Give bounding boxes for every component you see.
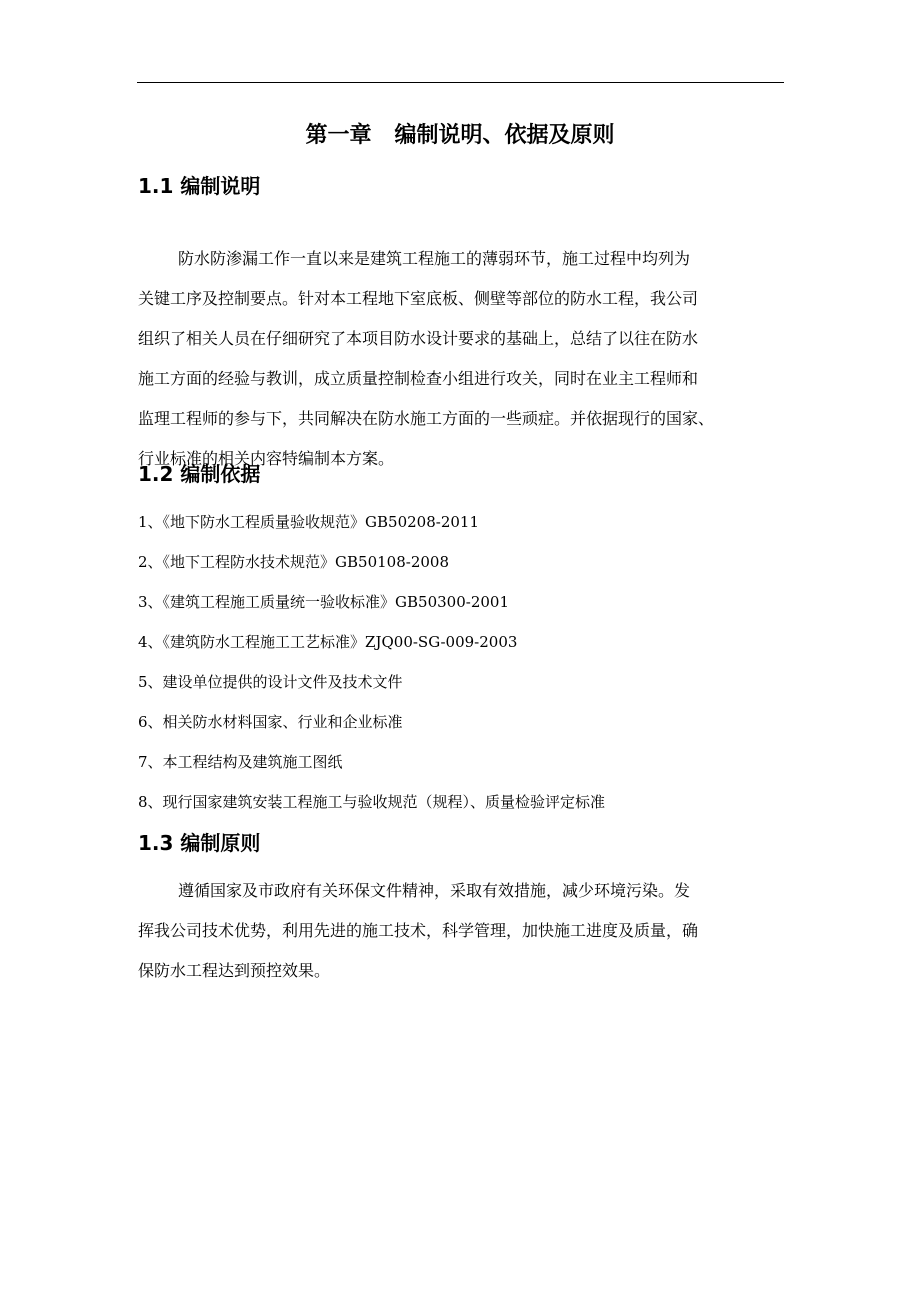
section-heading-1-1: 1.1 编制说明 <box>138 174 261 198</box>
paragraph-line: 挥我公司技术优势，利用先进的施工技术，科学管理，加快施工进度及质量，确 <box>138 921 699 940</box>
paragraph-line: 关键工序及控制要点。针对本工程地下室底板、侧壁等部位的防水工程，我公司 <box>138 289 699 308</box>
paragraph-line: 保防水工程达到预控效果。 <box>138 961 331 980</box>
paragraph-line: 施工方面的经验与教训，成立质量控制检查小组进行攻关，同时在业主工程师和 <box>138 369 699 388</box>
paragraph-line: 组织了相关人员在仔细研究了本项目防水设计要求的基础上，总结了以往在防水 <box>138 329 699 348</box>
list-item: 1、《地下防水工程质量验收规范》GB50208-2011 <box>138 513 480 531</box>
section-heading-1-2: 1.2 编制依据 <box>138 462 261 486</box>
header-rule <box>137 82 784 83</box>
paragraph-line: 行业标准的相关内容特编制本方案。 <box>138 449 395 468</box>
paragraph-line: 遵循国家及市政府有关环保文件精神，采取有效措施，减少环境污染。发 <box>178 881 691 900</box>
chapter-title: 第一章 编制说明、依据及原则 <box>305 123 615 148</box>
list-item: 2、《地下工程防水技术规范》GB50108-2008 <box>138 553 450 571</box>
list-item: 8、现行国家建筑安装工程施工与验收规范（规程）、质量检验评定标准 <box>138 793 606 811</box>
paragraph-line: 监理工程师的参与下，共同解决在防水施工方面的一些顽症。并依据现行的国家、 <box>138 409 715 428</box>
list-item: 7、本工程结构及建筑施工图纸 <box>138 753 343 771</box>
section-heading-1-3: 1.3 编制原则 <box>138 831 261 855</box>
list-item: 6、相关防水材料国家、行业和企业标准 <box>138 713 403 731</box>
list-item: 3、《建筑工程施工质量统一验收标准》GB50300-2001 <box>138 593 510 611</box>
list-item: 5、建设单位提供的设计文件及技术文件 <box>138 673 403 691</box>
paragraph-line: 防水防渗漏工作一直以来是建筑工程施工的薄弱环节，施工过程中均列为 <box>178 249 691 268</box>
list-item: 4、《建筑防水工程施工工艺标准》ZJQ00-SG-009-2003 <box>138 633 518 651</box>
